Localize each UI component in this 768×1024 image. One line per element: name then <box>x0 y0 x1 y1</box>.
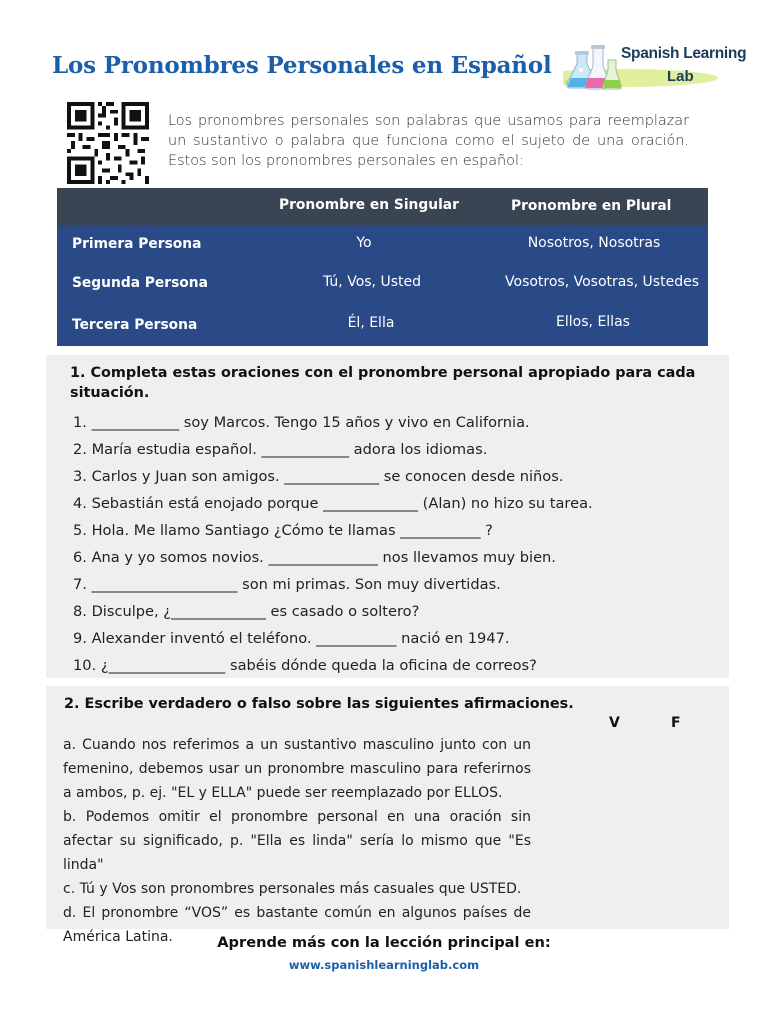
list-item: 7. ____________________ son mi primas. Son muy divertidas. <box>73 576 501 593</box>
page-title: Los Pronombres Personales en Español <box>52 52 552 79</box>
pronoun-table <box>57 188 708 346</box>
list-item: 2. María estudia español. ____________ adora los idiomas. <box>73 441 488 458</box>
table-header-row <box>57 188 708 226</box>
cell-plural: Nosotros, Nosotras <box>527 235 661 251</box>
exercise-2-list <box>63 733 531 949</box>
intro-paragraph: Los pronombres personales son palabras que usamos para reemplazar un sustantivo o palabra que funciona como el sujeto de una oración. Estos son los pronombres personales en español: <box>168 113 689 169</box>
row-label-tercera: Tercera Persona <box>72 317 198 333</box>
row-label-primera: Primera Persona <box>72 236 202 252</box>
list-item: 5. Hola. Me llamo Santiago ¿Cómo te llamas ___________ ? <box>73 522 493 539</box>
row-label-segunda: Segunda Persona <box>72 275 208 291</box>
cell-singular: Yo <box>356 235 372 251</box>
list-item: 3. Carlos y Juan son amigos. _____________ se conocen desde niños. <box>73 468 564 485</box>
column-v-label: V <box>609 715 620 731</box>
exercise-1-list <box>73 409 593 679</box>
logo-text: Spanish Learning <box>621 45 747 62</box>
spanish-learning-lab-logo[interactable] <box>563 40 747 96</box>
list-item: 6. Ana y yo somos novios. _______________ nos llevamos muy bien. <box>73 549 556 566</box>
list-item: 8. Disculpe, ¿_____________ es casado o soltero? <box>73 603 420 620</box>
list-item: a. Cuando nos referimos a un sustantivo masculino junto con un femenino, debemos usar un pronombre masculino para referirnos a ambos, p. ej. "EL y ELLA" puede ser reemplazado por ELLOS. <box>63 737 531 801</box>
cell-singular: Él, Ella <box>347 315 395 331</box>
exercise-2-title: 2. Escribe verdadero o falso sobre las siguientes afirmaciones. <box>64 696 574 712</box>
cell-plural: Ellos, Ellas <box>556 314 630 330</box>
table-body <box>57 226 708 346</box>
column-header-plural: Pronombre en Plural <box>511 198 672 214</box>
qr-code-icon[interactable] <box>66 102 150 184</box>
exercise-1-title: 1. Completa estas oraciones con el pronombre personal apropiado para cada situación. <box>70 365 696 401</box>
logo-text-lab: Lab <box>667 68 694 85</box>
list-item: 1. ____________ soy Marcos. Tengo 15 años y vivo en California. <box>73 414 530 431</box>
column-header-singular: Pronombre en Singular <box>279 197 459 213</box>
footer-cta: Aprende más con la lección principal en: <box>217 934 551 951</box>
list-item: b. Podemos omitir el pronombre personal en una oración sin afectar su significado, p. "Ella es linda" sería lo mismo que "Es linda" <box>63 809 531 873</box>
list-item: d. El pronombre “VOS” es bastante común en algunos países de América Latina. <box>63 905 531 945</box>
cell-plural: Vosotros, Vosotras, Ustedes <box>505 274 699 290</box>
list-item: 4. Sebastián está enojado porque _____________ (Alan) no hizo su tarea. <box>73 495 593 512</box>
column-f-label: F <box>671 715 681 731</box>
list-item: 10. ¿________________ sabéis dónde queda la oficina de correos? <box>73 657 537 674</box>
list-item: 9. Alexander inventó el teléfono. ___________ nació en 1947. <box>73 630 510 647</box>
cell-singular: Tú, Vos, Usted <box>323 274 421 290</box>
footer-link[interactable]: www.spanishlearninglab.com <box>288 958 480 972</box>
list-item: c. Tú y Vos son pronombres personales más casuales que USTED. <box>63 881 522 897</box>
